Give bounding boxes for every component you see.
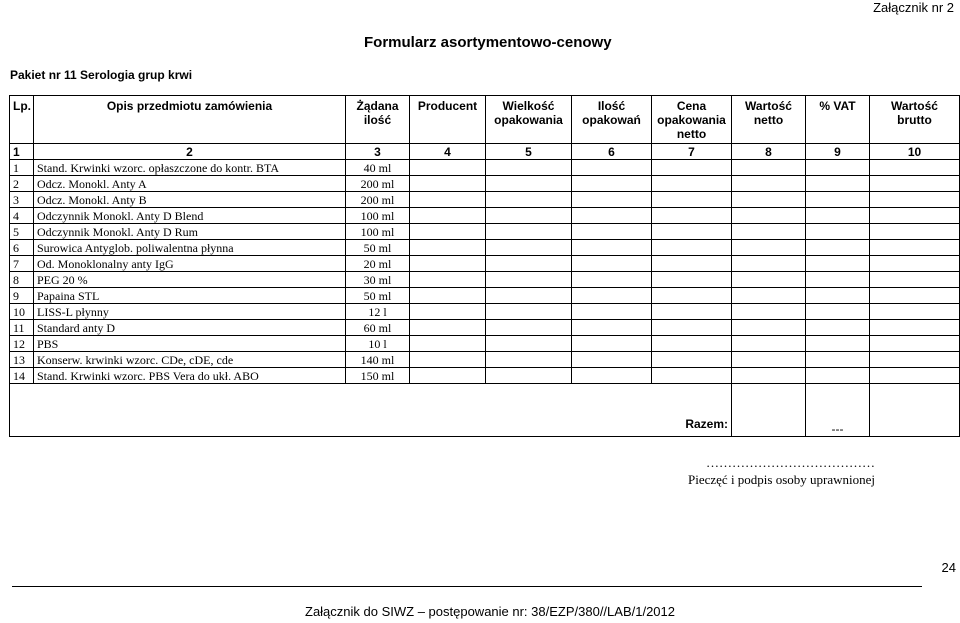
column-number: 2 bbox=[34, 144, 346, 160]
col-header-net-value: Wartość netto bbox=[732, 96, 806, 144]
total-row bbox=[10, 384, 960, 437]
row-package-count[interactable] bbox=[572, 368, 652, 384]
col-header-package-count: Ilość opakowań bbox=[572, 96, 652, 144]
row-producer[interactable] bbox=[410, 368, 486, 384]
row-gross-value[interactable] bbox=[870, 208, 960, 224]
table-row bbox=[10, 176, 960, 192]
row-requested-qty: 50 ml bbox=[346, 240, 410, 256]
package-label: Pakiet nr 11 Serologia grup krwi bbox=[10, 68, 193, 82]
row-vat[interactable] bbox=[806, 336, 870, 352]
row-producer[interactable] bbox=[410, 208, 486, 224]
row-producer[interactable] bbox=[410, 160, 486, 176]
row-package-count[interactable] bbox=[572, 160, 652, 176]
row-net-price[interactable] bbox=[652, 336, 732, 352]
row-net-value[interactable] bbox=[732, 256, 806, 272]
row-description: Konserw. krwinki wzorc. CDe, cDE, cde bbox=[34, 352, 346, 368]
row-vat[interactable] bbox=[806, 224, 870, 240]
row-gross-value[interactable] bbox=[870, 192, 960, 208]
row-requested-qty: 150 ml bbox=[346, 368, 410, 384]
row-description: Od. Monoklonalny anty IgG bbox=[34, 256, 346, 272]
row-net-price[interactable] bbox=[652, 208, 732, 224]
row-producer[interactable] bbox=[410, 240, 486, 256]
row-package-count[interactable] bbox=[572, 224, 652, 240]
row-lp: 6 bbox=[10, 240, 34, 256]
row-package-size[interactable] bbox=[486, 160, 572, 176]
row-vat[interactable] bbox=[806, 176, 870, 192]
row-vat[interactable] bbox=[806, 256, 870, 272]
row-vat[interactable] bbox=[806, 160, 870, 176]
table-row bbox=[10, 368, 960, 384]
row-producer[interactable] bbox=[410, 256, 486, 272]
row-net-value[interactable] bbox=[732, 352, 806, 368]
column-number: 3 bbox=[346, 144, 410, 160]
row-gross-value[interactable] bbox=[870, 368, 960, 384]
row-net-price[interactable] bbox=[652, 224, 732, 240]
row-description: Odczynnik Monokl. Anty D Blend bbox=[34, 208, 346, 224]
table-row bbox=[10, 256, 960, 272]
row-vat[interactable] bbox=[806, 272, 870, 288]
row-net-value[interactable] bbox=[732, 320, 806, 336]
row-vat[interactable] bbox=[806, 208, 870, 224]
row-package-size[interactable] bbox=[486, 192, 572, 208]
row-package-size[interactable] bbox=[486, 336, 572, 352]
total-gross-value bbox=[870, 384, 960, 437]
row-lp: 4 bbox=[10, 208, 34, 224]
col-header-requested-qty: Żądana ilość bbox=[346, 96, 410, 144]
row-vat[interactable] bbox=[806, 320, 870, 336]
row-net-value[interactable] bbox=[732, 336, 806, 352]
row-producer[interactable] bbox=[410, 336, 486, 352]
row-description: Odczynnik Monokl. Anty D Rum bbox=[34, 224, 346, 240]
table-row bbox=[10, 304, 960, 320]
attachment-label: Załącznik nr 2 bbox=[873, 0, 954, 15]
table-row bbox=[10, 192, 960, 208]
row-net-value[interactable] bbox=[732, 272, 806, 288]
column-number: 9 bbox=[806, 144, 870, 160]
row-gross-value[interactable] bbox=[870, 224, 960, 240]
row-lp: 7 bbox=[10, 256, 34, 272]
row-requested-qty: 50 ml bbox=[346, 288, 410, 304]
column-number: 5 bbox=[486, 144, 572, 160]
row-package-count[interactable] bbox=[572, 208, 652, 224]
row-net-price[interactable] bbox=[652, 256, 732, 272]
table-row bbox=[10, 208, 960, 224]
row-net-price[interactable] bbox=[652, 272, 732, 288]
row-lp: 10 bbox=[10, 304, 34, 320]
row-net-price[interactable] bbox=[652, 304, 732, 320]
row-net-value[interactable] bbox=[732, 240, 806, 256]
row-producer[interactable] bbox=[410, 192, 486, 208]
row-lp: 2 bbox=[10, 176, 34, 192]
row-package-size[interactable] bbox=[486, 272, 572, 288]
column-number: 10 bbox=[870, 144, 960, 160]
row-net-price[interactable] bbox=[652, 160, 732, 176]
row-package-count[interactable] bbox=[572, 288, 652, 304]
row-requested-qty: 40 ml bbox=[346, 160, 410, 176]
row-description: Stand. Krwinki wzorc. opłaszczone do kontr. BTA bbox=[34, 160, 346, 176]
row-vat[interactable] bbox=[806, 288, 870, 304]
row-lp: 13 bbox=[10, 352, 34, 368]
row-producer[interactable] bbox=[410, 320, 486, 336]
row-net-value[interactable] bbox=[732, 288, 806, 304]
row-net-price[interactable] bbox=[652, 176, 732, 192]
header-row bbox=[10, 96, 960, 144]
row-package-size[interactable] bbox=[486, 224, 572, 240]
row-gross-value[interactable] bbox=[870, 320, 960, 336]
col-header-package-size: Wielkość opakowania bbox=[486, 96, 572, 144]
column-number: 7 bbox=[652, 144, 732, 160]
col-header-gross-value: Wartość brutto bbox=[870, 96, 960, 144]
table-row bbox=[10, 352, 960, 368]
row-package-size[interactable] bbox=[486, 352, 572, 368]
row-producer[interactable] bbox=[410, 224, 486, 240]
signature-dots: ………………………………… bbox=[706, 455, 875, 470]
row-gross-value[interactable] bbox=[870, 288, 960, 304]
row-description: Odcz. Monokl. Anty B bbox=[34, 192, 346, 208]
row-description: LISS-L płynny bbox=[34, 304, 346, 320]
row-producer[interactable] bbox=[410, 352, 486, 368]
row-requested-qty: 10 l bbox=[346, 336, 410, 352]
row-description: Surowica Antyglob. poliwalentna płynna bbox=[34, 240, 346, 256]
table-row bbox=[10, 240, 960, 256]
row-requested-qty: 200 ml bbox=[346, 192, 410, 208]
row-requested-qty: 100 ml bbox=[346, 224, 410, 240]
footer-divider bbox=[12, 586, 922, 587]
row-net-price[interactable] bbox=[652, 320, 732, 336]
row-requested-qty: 20 ml bbox=[346, 256, 410, 272]
col-header-vat: % VAT bbox=[806, 96, 870, 144]
row-net-value[interactable] bbox=[732, 208, 806, 224]
row-producer[interactable] bbox=[410, 176, 486, 192]
total-net-value bbox=[732, 384, 806, 437]
table-row bbox=[10, 336, 960, 352]
total-label: Razem: bbox=[10, 384, 732, 437]
row-producer[interactable] bbox=[410, 272, 486, 288]
row-net-price[interactable] bbox=[652, 368, 732, 384]
row-package-count[interactable] bbox=[572, 192, 652, 208]
col-header-producer: Producent bbox=[410, 96, 486, 144]
row-package-count[interactable] bbox=[572, 256, 652, 272]
row-vat[interactable] bbox=[806, 192, 870, 208]
row-gross-value[interactable] bbox=[870, 272, 960, 288]
row-lp: 9 bbox=[10, 288, 34, 304]
row-net-price[interactable] bbox=[652, 352, 732, 368]
row-net-value[interactable] bbox=[732, 176, 806, 192]
table-row bbox=[10, 160, 960, 176]
price-table bbox=[9, 95, 960, 437]
row-producer[interactable] bbox=[410, 304, 486, 320]
row-gross-value[interactable] bbox=[870, 176, 960, 192]
column-number: 4 bbox=[410, 144, 486, 160]
row-package-size[interactable] bbox=[486, 208, 572, 224]
column-number-row bbox=[10, 144, 960, 160]
row-package-size[interactable] bbox=[486, 368, 572, 384]
column-number: 6 bbox=[572, 144, 652, 160]
row-package-count[interactable] bbox=[572, 352, 652, 368]
row-producer[interactable] bbox=[410, 288, 486, 304]
table-row bbox=[10, 288, 960, 304]
signature-label: Pieczęć i podpis osoby uprawnionej bbox=[688, 472, 876, 487]
row-package-count[interactable] bbox=[572, 240, 652, 256]
row-gross-value[interactable] bbox=[870, 336, 960, 352]
column-number: 1 bbox=[10, 144, 34, 160]
row-requested-qty: 100 ml bbox=[346, 208, 410, 224]
row-gross-value[interactable] bbox=[870, 256, 960, 272]
row-package-size[interactable] bbox=[486, 240, 572, 256]
total-vat-dash: --- bbox=[806, 384, 870, 437]
row-lp: 12 bbox=[10, 336, 34, 352]
table-row bbox=[10, 272, 960, 288]
row-net-value[interactable] bbox=[732, 368, 806, 384]
col-header-lp: Lp. bbox=[10, 96, 34, 144]
row-lp: 5 bbox=[10, 224, 34, 240]
row-vat[interactable] bbox=[806, 304, 870, 320]
row-net-value[interactable] bbox=[732, 224, 806, 240]
row-requested-qty: 200 ml bbox=[346, 176, 410, 192]
row-requested-qty: 60 ml bbox=[346, 320, 410, 336]
row-net-value[interactable] bbox=[732, 160, 806, 176]
row-requested-qty: 30 ml bbox=[346, 272, 410, 288]
row-description: Stand. Krwinki wzorc. PBS Vera do ukł. ABO bbox=[34, 368, 346, 384]
row-net-price[interactable] bbox=[652, 288, 732, 304]
row-vat[interactable] bbox=[806, 352, 870, 368]
row-lp: 3 bbox=[10, 192, 34, 208]
row-package-size[interactable] bbox=[486, 256, 572, 272]
form-title: Formularz asortymentowo-cenowy bbox=[364, 34, 612, 51]
footer-text: Załącznik do SIWZ – postępowanie nr: 38/EZP/380//LAB/1/2012 bbox=[305, 604, 675, 619]
row-description: Papaina STL bbox=[34, 288, 346, 304]
row-net-price[interactable] bbox=[652, 240, 732, 256]
row-net-price[interactable] bbox=[652, 192, 732, 208]
row-description: Standard anty D bbox=[34, 320, 346, 336]
row-lp: 8 bbox=[10, 272, 34, 288]
row-package-count[interactable] bbox=[572, 272, 652, 288]
row-package-count[interactable] bbox=[572, 304, 652, 320]
row-package-count[interactable] bbox=[572, 336, 652, 352]
row-gross-value[interactable] bbox=[870, 240, 960, 256]
row-description: PEG 20 % bbox=[34, 272, 346, 288]
row-gross-value[interactable] bbox=[870, 160, 960, 176]
row-description: PBS bbox=[34, 336, 346, 352]
row-vat[interactable] bbox=[806, 368, 870, 384]
row-package-size[interactable] bbox=[486, 304, 572, 320]
row-lp: 14 bbox=[10, 368, 34, 384]
row-lp: 1 bbox=[10, 160, 34, 176]
col-header-net-price: Cena opakowania netto bbox=[652, 96, 732, 144]
row-lp: 11 bbox=[10, 320, 34, 336]
row-gross-value[interactable] bbox=[870, 352, 960, 368]
row-vat[interactable] bbox=[806, 240, 870, 256]
page-number: 24 bbox=[941, 560, 956, 575]
row-net-value[interactable] bbox=[732, 192, 806, 208]
row-gross-value[interactable] bbox=[870, 304, 960, 320]
col-header-description: Opis przedmiotu zamówienia bbox=[34, 96, 346, 144]
table-row bbox=[10, 320, 960, 336]
row-package-count[interactable] bbox=[572, 320, 652, 336]
row-package-size[interactable] bbox=[486, 176, 572, 192]
row-package-size[interactable] bbox=[486, 288, 572, 304]
row-package-count[interactable] bbox=[572, 176, 652, 192]
row-requested-qty: 140 ml bbox=[346, 352, 410, 368]
row-requested-qty: 12 l bbox=[346, 304, 410, 320]
row-package-size[interactable] bbox=[486, 320, 572, 336]
row-net-value[interactable] bbox=[732, 304, 806, 320]
column-number: 8 bbox=[732, 144, 806, 160]
table-row bbox=[10, 224, 960, 240]
row-description: Odcz. Monokl. Anty A bbox=[34, 176, 346, 192]
